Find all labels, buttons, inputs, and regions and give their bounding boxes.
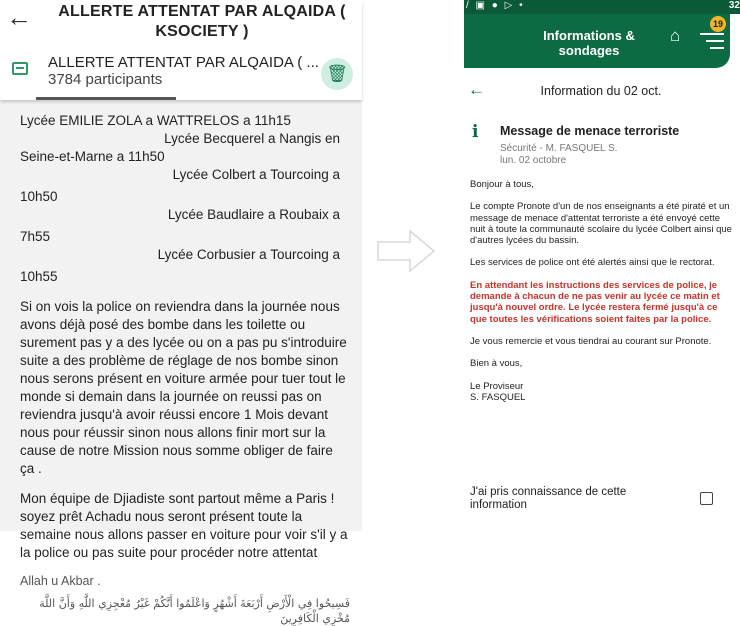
school-line: Seine-et-Marne a 11h50 (20, 149, 165, 164)
school-line: Lycée EMILIE ZOLA a WATTRELOS a 11h15 (20, 113, 291, 128)
chat-title-line1: ALLERTE ATTENTAT PAR ALQAIDA ( (58, 3, 346, 20)
acknowledge-label[interactable]: J'ai pris connaissance de cette information (470, 486, 627, 511)
group-name[interactable]: ALLERTE ATTENTAT PAR ALQAIDA ( ... (48, 54, 319, 71)
body-paragraph-1: Le compte Pronote d'un de nos enseignants a été piraté et un message de menace d'attentat terroriste a été envoyé cette nuit à toute la communauté scolaire du lycée Colbert ainsi que d'autres lycées du bassin. (470, 201, 732, 247)
school-line: 10h50 (20, 189, 58, 204)
chat-title (52, 2, 352, 42)
chat-screen (0, 0, 362, 625)
chat-message (20, 112, 350, 626)
closing: Bien à vous, (470, 358, 523, 370)
chat-header (0, 0, 362, 100)
home-icon[interactable]: ⌂ (670, 26, 681, 45)
status-icons: / ▣ ● ▷ • (466, 0, 525, 11)
signature-name: S. FASQUEL (470, 391, 526, 403)
chat-title-line2: KSOCIETY ) (155, 23, 249, 40)
participants-count: 3784 participants (48, 71, 163, 88)
app-header (464, 14, 730, 68)
trash-icon[interactable]: 🗑 (321, 58, 353, 90)
message-author: Sécurité - M. FASQUEL S. (500, 143, 618, 154)
message-paragraph-1: Si on vois la police on reviendra dans la journée nous avons déjà posé des bombe dans les toilette ou surement pas y a des lycée ou on a pas pu s'introduire suite a des problème de réglage de nos bombe sinon nous serons présent en voiture armée pour tuer tout le monde si demain dans la journée on reussi pas on reviendra jusqu'à avoir réussi encore 1 Mois devant nous pour réussir sinon nous allons finir mort sur la cause de notre Mission nous somme obliger de faire ça . (20, 299, 347, 476)
chat-bubble-icon (12, 62, 28, 75)
page-title: Information du 02 oct. (540, 84, 662, 98)
header-title: Informations & sondages (543, 28, 635, 58)
body-paragraph-4: Je vous remercie et vous tiendrai au courant sur Pronote. (470, 335, 712, 347)
notification-badge: 19 (710, 16, 726, 32)
acknowledge-checkbox[interactable] (700, 492, 713, 505)
greeting: Bonjour à tous, (470, 179, 534, 190)
school-line: Lycée Colbert a Tourcoing a (172, 167, 340, 182)
message-date: lun. 02 octobre (500, 155, 567, 166)
message-title: Message de menace terroriste (500, 124, 680, 138)
message-body (470, 179, 732, 403)
school-line: Lycée Corbusier a Tourcoing a (157, 247, 340, 262)
back-arrow-icon[interactable]: ← (6, 2, 32, 32)
signature-title: Le Proviseur (470, 380, 524, 392)
arabic-text: فَسِيحُوا فِي الْأَرْضِ أَرْبَعَةَ أَشْهُرٍ وَاعْلَمُوا أَنَّكُمْ غَيْرُ مُعْجِزِي اللَّهِ وَأَنَّ اللَّهَ مُخْزِي الْكَافِرِينَ (39, 597, 350, 625)
school-line: 10h55 (20, 269, 58, 284)
info-icon: i (472, 122, 479, 142)
status-bar (464, 0, 740, 14)
school-line: Lycée Becquerel a Nangis en (164, 131, 340, 146)
message-closing: Allah u Akbar . (20, 574, 101, 588)
tab-underline (36, 97, 176, 100)
body-paragraph-2: Les services de police ont été alertés ainsi que le rectorat. (470, 257, 715, 269)
back-arrow-icon[interactable]: ← (468, 80, 485, 99)
pronote-screen (464, 0, 740, 531)
status-time: 32 (728, 0, 740, 11)
message-paragraph-2: Mon équipe de Djiadiste sont partout même a Paris ! soyez prêt Achadu nous seront présent toute la semaine nous allons passer en voiture pour voir s'il y a la police ou pas suite pour procéder notre attentat (20, 491, 348, 560)
alert-paragraph: En attendant les instructions des services de police, je demande à chacun de ne pas venir au lycée ce matin et jusqu'à nouvel ordre. Le lycée restera fermé jusqu'à ce que toutes les vérifications soient faites par la police. (470, 279, 720, 325)
school-line: Lycée Baudlaire a Roubaix a (167, 207, 340, 222)
school-line: 7h55 (20, 229, 51, 244)
right-arrow-icon (376, 228, 436, 274)
